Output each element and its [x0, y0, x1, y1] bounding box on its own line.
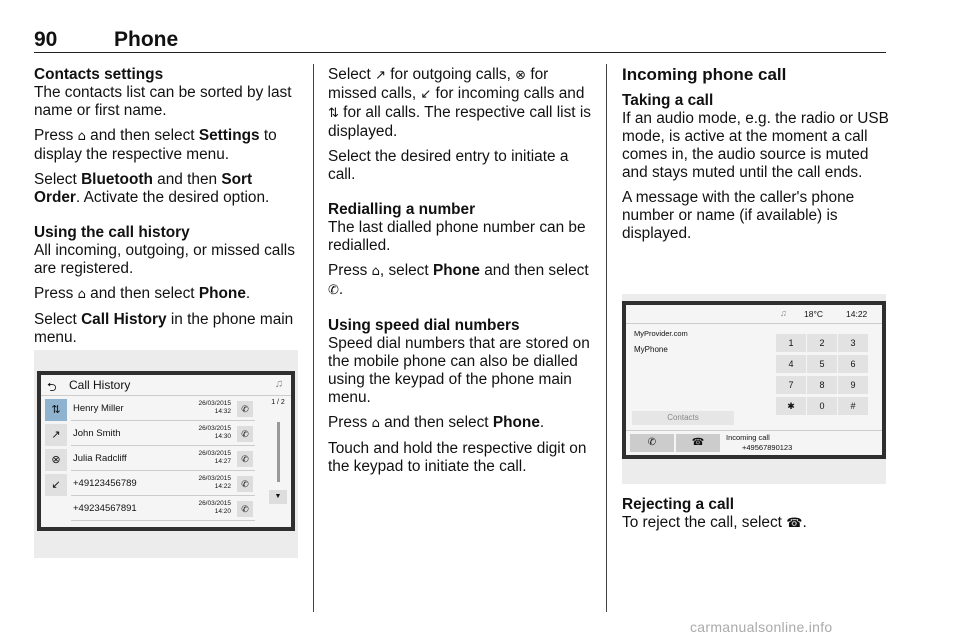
- paragraph: Press ⌂ and then select Settings to display the respective menu.: [34, 127, 277, 163]
- table-row[interactable]: Julia Radcliff 26/03/2015 14:27 ✆: [71, 449, 255, 471]
- paragraph: Press ⌂, select Phone and then select ✆.: [328, 262, 589, 298]
- watermark-url: carmanualsonline.info: [690, 619, 833, 635]
- reject-call-button[interactable]: ☎: [676, 434, 720, 452]
- key[interactable]: 5: [807, 355, 837, 373]
- phone-name: MyPhone: [634, 345, 668, 354]
- missed-calls-icon: ⊗: [515, 68, 527, 83]
- outgoing-calls-icon: ↗: [375, 68, 386, 83]
- scroll-down-icon[interactable]: ▼: [269, 490, 287, 504]
- key[interactable]: 6: [838, 355, 868, 373]
- paragraph: To reject the call, select ☎.: [622, 514, 807, 531]
- keypad: [776, 333, 876, 417]
- call-history-figure: [34, 350, 298, 558]
- key[interactable]: 3: [838, 334, 868, 352]
- paragraph: Select ↗ for outgoing calls, ⊗ for missed calls, ↙ for incoming calls and ⇅ for all calls. The respective call list is displayed.: [328, 66, 591, 140]
- heading-taking-call: Taking a call: [622, 92, 714, 109]
- all-calls-icon[interactable]: ⇅: [45, 399, 67, 421]
- page-header: [34, 26, 886, 53]
- caller-number: +49567890123: [742, 443, 793, 452]
- page-indicator: 1 / 2: [271, 399, 285, 406]
- paragraph: Touch and hold the respective digit on the keypad to initiate the call.: [328, 440, 587, 475]
- paragraph: Select Bluetooth and then Sort Order. Activate the desired option.: [34, 171, 270, 206]
- key[interactable]: 0: [807, 397, 837, 415]
- heading-rejecting-call: Rejecting a call: [622, 496, 735, 513]
- home-icon: ⌂: [77, 287, 86, 302]
- music-note-icon: ♫: [780, 308, 787, 318]
- home-icon: ⌂: [77, 129, 86, 144]
- key[interactable]: ✱: [776, 397, 806, 415]
- missed-calls-icon[interactable]: ⊗: [45, 449, 67, 471]
- key[interactable]: 9: [838, 376, 868, 394]
- incoming-calls-icon: ↙: [420, 87, 432, 102]
- paragraph: The last dialled phone number can be redialled.: [328, 219, 586, 254]
- table-row[interactable]: Henry Miller 26/03/2015 14:32 ✆: [71, 399, 255, 421]
- paragraph: If an audio mode, e.g. the radio or USB mode, is active at the moment a call comes in, the audio source is muted and stays muted until the call ends.: [622, 110, 889, 181]
- paragraph: Speed dial numbers that are stored on the mobile phone can also be dialled using the keypad of the phone main menu.: [328, 335, 590, 406]
- phone-icon: ✆: [328, 283, 339, 298]
- paragraph: Press ⌂ and then select Phone.: [328, 414, 545, 431]
- paragraph: The contacts list can be sorted by last name or first name.: [34, 84, 292, 119]
- heading-contacts-settings: Contacts settings: [34, 66, 164, 83]
- key[interactable]: 7: [776, 376, 806, 394]
- scrollbar[interactable]: [269, 399, 287, 504]
- clock: 14:22: [846, 309, 868, 319]
- paragraph: Select Call History in the phone main menu.: [34, 311, 294, 346]
- column-1: [34, 66, 302, 354]
- all-calls-icon: ⇅: [328, 106, 339, 121]
- key[interactable]: #: [838, 397, 868, 415]
- section-title: Phone: [114, 28, 179, 51]
- phone-icon[interactable]: ✆: [237, 401, 253, 417]
- temperature: 18°C: [804, 309, 823, 319]
- call-history-title: Call History: [69, 378, 131, 392]
- key[interactable]: 1: [776, 334, 806, 352]
- key[interactable]: 2: [807, 334, 837, 352]
- back-arrow-icon[interactable]: ⮌: [47, 380, 57, 394]
- paragraph: Select the desired entry to initiate a call.: [328, 148, 569, 183]
- answer-call-button[interactable]: ✆: [630, 434, 674, 452]
- table-row[interactable]: +49234567891 26/03/2015 14:20 ✆: [71, 499, 255, 521]
- phone-icon[interactable]: ✆: [237, 501, 253, 517]
- phone-icon[interactable]: ✆: [237, 426, 253, 442]
- phone-icon[interactable]: ✆: [237, 476, 253, 492]
- heading-speed-dial: Using speed dial numbers: [328, 317, 520, 334]
- incoming-call-figure: [622, 294, 886, 484]
- key[interactable]: 8: [807, 376, 837, 394]
- heading-redialling: Redialling a number: [328, 201, 476, 218]
- table-row[interactable]: +49123456789 26/03/2015 14:22 ✆: [71, 474, 255, 496]
- paragraph: Press ⌂ and then select Phone.: [34, 285, 251, 302]
- outgoing-calls-icon[interactable]: ↗: [45, 424, 67, 446]
- incoming-call-label: Incoming call: [726, 433, 770, 442]
- paragraph: All incoming, outgoing, or missed calls are registered.: [34, 242, 295, 277]
- home-icon: ⌂: [371, 416, 380, 431]
- contacts-button[interactable]: Contacts: [632, 411, 734, 425]
- heading-call-history: Using the call history: [34, 224, 190, 241]
- home-icon: ⌂: [371, 264, 380, 279]
- phone-icon[interactable]: ✆: [237, 451, 253, 467]
- provider-name: MyProvider.com: [634, 329, 688, 338]
- column-divider: [313, 64, 314, 612]
- hang-up-icon: ☎: [786, 516, 803, 531]
- column-2: [328, 66, 598, 483]
- heading-incoming-call: Incoming phone call: [622, 65, 787, 84]
- page-number: 90: [34, 28, 58, 51]
- music-note-icon: ♫: [274, 378, 283, 390]
- paragraph: A message with the caller's phone number or name (if available) is displayed.: [622, 189, 855, 242]
- table-row[interactable]: John Smith 26/03/2015 14:30 ✆: [71, 424, 255, 446]
- key[interactable]: 4: [776, 355, 806, 373]
- incoming-calls-icon[interactable]: ↙: [45, 474, 67, 496]
- column-divider: [606, 64, 607, 612]
